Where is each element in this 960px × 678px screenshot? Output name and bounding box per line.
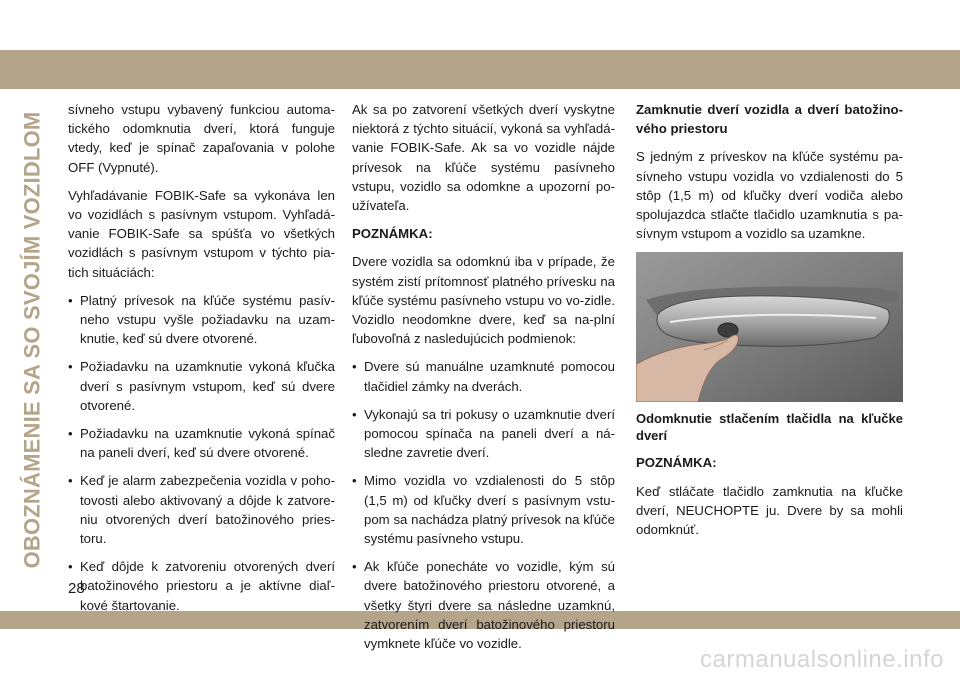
bullet-item: • Dvere sú manuálne uzamknuté pomocou tlačidiel zámky na dverách.	[352, 359, 615, 394]
bullet-item: • Keď je alarm zabezpečenia vozidla v poho-tovosti alebo aktivovaný a dôjde k zatvore-niu otvorených dverí batožinového pries-toru.	[68, 473, 335, 547]
column-1	[68, 100, 335, 624]
paragraph: sívneho vstupu vybavený funkciou automa-tického odomknutia dverí, ktorá funguje vtedy, keď je spínač zapaľovania v polohe OFF (Vypnuté).	[68, 102, 335, 175]
bullet-item: • Vykonajú sa tri pokusy o uzamknutie dverí pomocou spínača na paneli dverí a ná-sledne zavretie dverí.	[352, 406, 615, 461]
chapter-side-title	[6, 105, 58, 575]
page-number: 28	[68, 580, 85, 597]
bullet-item: • Mimo vozidla vo vzdialenosti do 5 stôp (1,5 m) od kľučky dverí s pasívnym vstu-pom sa nachádza platný prívesok na kľúče systému pasívneho vstupu.	[352, 473, 615, 547]
chapter-title-text: OBOZNÁMENIE SA SO SVOJÍM VOZIDLOM	[19, 111, 45, 569]
paragraph: S jedným z príveskov na kľúče systému pa-sívneho vstupu vozidla vo vzdialenosti do 5 stôp (1,5 m) od kľučky dverí vodiča alebo spolujazdca stlačte tlačidlo uzamknutia s pa-sívnym vstupom a vozidlo sa uzamkne.	[636, 149, 903, 242]
paragraph: Ak sa po zatvorení všetkých dverí vyskytne niektorá z týchto situácií, vykoná sa vyhľadá-vanie FOBIK-Safe. Ak sa vo vozidle nájde prívesok na kľúče systému pasívneho vstupu, vozidlo sa odomkne a upozorní po-užívateľa.	[352, 102, 615, 214]
header-band	[0, 50, 960, 89]
bullet-item: • Požiadavku na uzamknutie vykoná spínač na paneli dverí, keď sú dvere otvorené.	[68, 426, 335, 461]
note-text: Dvere vozidla sa odomknú iba v prípade, že systém zistí prítomnosť platného prívesku na kľúče systému pasívneho vstupu vo vo-zidle. Vozidlo neodomkne dvere, keď sa na-plní ľubovoľná z nasledujúcich podmienok:	[352, 254, 615, 347]
bullet-item: • Keď dôjde k zatvoreniu otvorených dverí batožinového priestoru a je aktívne diaľ-kové štartovanie.	[68, 559, 335, 613]
bullet-item: • Ak kľúče ponecháte vo vozidle, kým sú dvere batožinového priestoru otvorené, a všetky štyri dvere sa následne uzamknú, zatvorením dverí batožinového priestoru vymknete kľúče vo vozidle.	[352, 559, 615, 652]
figure-caption: Odomknutie stlačením tlačidla na kľučke dverí	[636, 411, 903, 444]
column-2	[352, 100, 615, 662]
door-handle-photo	[636, 252, 903, 402]
section-heading: Zamknutie dverí vozidla a dverí batožino-vého priestoru	[636, 102, 903, 137]
column-3	[636, 100, 903, 548]
note-title: POZNÁMKA:	[352, 226, 433, 242]
bullet-item: • Požiadavku na uzamknutie vykoná kľučka dverí s pasívnym vstupom, keď sú dvere otvorené.	[68, 359, 335, 413]
paragraph: Vyhľadávanie FOBIK-Safe sa vykonáva len vo vozidlách s pasívnym vstupom. Vyhľadá-vanie FOBIK-Safe sa spúšťa vo všetkých vozidlách s pasívnym vstupom v týchto pia-tich situáciách:	[68, 187, 335, 280]
note-title: POZNÁMKA:	[636, 455, 717, 471]
note-text: Keď stláčate tlačidlo zamknutia na kľučke dverí, NEUCHOPTE ju. Dvere by sa mohli odomknúť.	[636, 483, 903, 538]
watermark: carmanualsonline.info	[700, 646, 944, 673]
bullet-item: • Platný prívesok na kľúče systému pasív-neho vstupu vyšle požiadavku na uzam-knutie, keď sú dvere otvorené.	[68, 292, 335, 347]
